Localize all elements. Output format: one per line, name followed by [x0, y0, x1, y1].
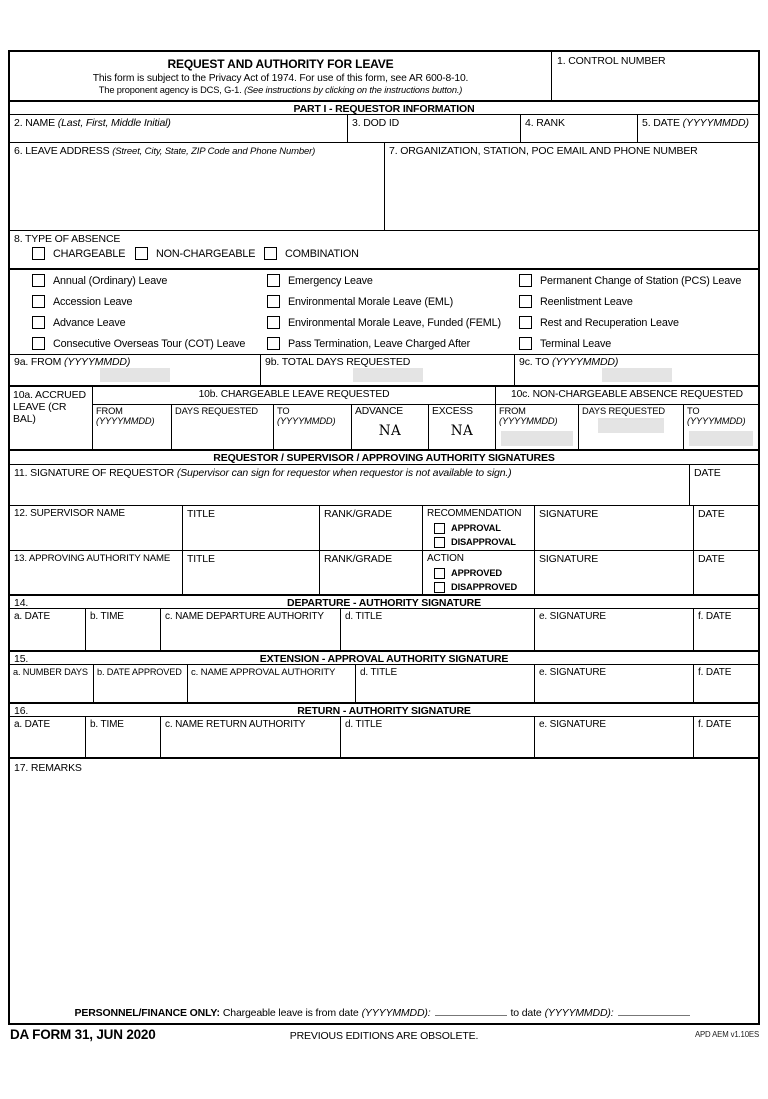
- extension-signature-label: e. SIGNATURE: [539, 667, 606, 678]
- extension-title: EXTENSION - APPROVAL AUTHORITY SIGNATURE: [259, 653, 509, 665]
- leave-type-pass-termination[interactable]: [267, 333, 519, 354]
- field-10c-to[interactable]: [689, 431, 753, 446]
- non-chargeable-subrow: [496, 404, 758, 449]
- supervisor-date-label: DATE: [698, 508, 725, 520]
- non-chargeable-from-cell: [496, 405, 578, 449]
- return-row: [10, 716, 758, 757]
- from-hint: (YYYYMMDD): [499, 416, 558, 427]
- checkbox-advance-leave[interactable]: [32, 316, 45, 329]
- from-label-main: 9a. FROM: [14, 356, 64, 368]
- leave-type-label: Pass Termination, Leave Charged After: [288, 337, 471, 350]
- excess-cell: [428, 405, 495, 449]
- return-date-cell[interactable]: [10, 717, 85, 757]
- leave-type-annual[interactable]: [32, 270, 267, 291]
- chargeable-to-label: [277, 406, 348, 427]
- leave-type-emergency[interactable]: [267, 270, 519, 291]
- checkbox-disapproval[interactable]: [434, 537, 445, 548]
- extension-header: [10, 650, 758, 664]
- chargeable-leave-header: 10b. CHARGEABLE LEAVE REQUESTED: [198, 389, 390, 400]
- departure-header: [10, 594, 758, 608]
- combination-label: COMBINATION: [285, 247, 359, 260]
- approving-authority-name-label: 13. APPROVING AUTHORITY NAME: [14, 553, 171, 564]
- finance-from-text: Chargeable leave is from date: [222, 1007, 359, 1019]
- extension-authority-name-cell[interactable]: [187, 665, 355, 702]
- checkbox-rest-recuperation-leave[interactable]: [519, 316, 532, 329]
- departure-number: 14.: [14, 597, 29, 609]
- da-form-31: [8, 50, 760, 1025]
- leave-type-label: Consecutive Overseas Tour (COT) Leave: [53, 337, 246, 350]
- leave-address-label-hint: (Street, City, State, ZIP Code and Phone Number): [112, 146, 316, 157]
- approval-label: APPROVAL: [451, 523, 501, 533]
- supervisor-title-label: TITLE: [187, 508, 215, 520]
- leave-type-rest-recuperation[interactable]: [519, 312, 758, 333]
- checkbox-terminal-leave[interactable]: [519, 337, 532, 350]
- supervisor-signature-label: SIGNATURE: [539, 508, 599, 520]
- chargeable-days-label: DAYS REQUESTED: [175, 406, 258, 416]
- non-chargeable-option[interactable]: [135, 247, 255, 260]
- leave-type-feml[interactable]: [267, 312, 519, 333]
- supervisor-rank-cell[interactable]: [319, 506, 422, 550]
- leave-type-label: Rest and Recuperation Leave: [540, 316, 679, 329]
- return-authority-name-cell[interactable]: [160, 717, 340, 757]
- recommendation-cell: [422, 506, 534, 550]
- form-header: [10, 52, 758, 100]
- from-date-cell: [10, 355, 260, 385]
- departure-authority-name-label: c. NAME DEPARTURE AUTHORITY: [165, 611, 324, 622]
- date-label: [642, 117, 754, 129]
- chargeable-from-cell[interactable]: [93, 405, 171, 449]
- extension-title-label: d. TITLE: [360, 667, 397, 678]
- to-date-cell: [514, 355, 758, 385]
- organization-label: 7. ORGANIZATION, STATION, POC EMAIL AND PHONE NUMBER: [389, 145, 698, 157]
- supervisor-title-cell[interactable]: [182, 506, 319, 550]
- from-text: FROM: [96, 406, 123, 416]
- non-chargeable-to-label: [687, 406, 755, 427]
- disapproved-option[interactable]: [434, 582, 530, 593]
- non-chargeable-days-cell: [578, 405, 683, 449]
- requestor-signature-date-label: DATE: [694, 467, 721, 479]
- departure-title-cell[interactable]: [340, 609, 534, 650]
- approving-authority-name-cell[interactable]: [10, 551, 182, 594]
- chargeable-option[interactable]: [32, 247, 125, 260]
- return-title-cell[interactable]: [340, 717, 534, 757]
- advance-label: ADVANCE: [355, 406, 403, 417]
- chargeable-from-label: [96, 406, 168, 427]
- to-text: TO: [687, 406, 700, 416]
- finance-to-text: to date: [510, 1007, 542, 1019]
- organization-field[interactable]: [384, 143, 758, 230]
- action-cell: [422, 551, 534, 594]
- departure-time-label: b. TIME: [90, 611, 124, 622]
- field-10c-from[interactable]: [501, 431, 573, 446]
- departure-time-cell[interactable]: [85, 609, 160, 650]
- approving-authority-title-cell[interactable]: [182, 551, 319, 594]
- requestor-signature-cell[interactable]: [10, 465, 689, 505]
- non-chargeable-days-label: DAYS REQUESTED: [582, 406, 665, 416]
- finance-to-hint: (YYYYMMDD):: [544, 1007, 614, 1019]
- requestor-signature-label-hint: (Supervisor can sign for requestor when requestor is not available to sign.): [176, 467, 512, 479]
- requestor-signature-date-cell[interactable]: [689, 465, 758, 505]
- field-9b-total-days[interactable]: [353, 368, 423, 382]
- chargeable-leave-subrow: [93, 404, 495, 449]
- departure-authority-name-cell[interactable]: [160, 609, 340, 650]
- leave-type-advance[interactable]: [32, 312, 267, 333]
- type-of-absence-label: 8. TYPE OF ABSENCE: [14, 233, 121, 245]
- disapproved-label: DISAPPROVED: [451, 582, 518, 592]
- name-label-hint: (Last, First, Middle Initial): [57, 117, 171, 129]
- approving-authority-row: [10, 550, 758, 594]
- checkbox-feml-leave[interactable]: [267, 316, 280, 329]
- approving-authority-title-label: TITLE: [187, 553, 215, 565]
- return-time-cell[interactable]: [85, 717, 160, 757]
- excess-label: EXCESS: [432, 406, 473, 417]
- disapproval-label: DISAPPROVAL: [451, 537, 516, 547]
- action-label: ACTION: [427, 553, 464, 564]
- advance-cell: [351, 405, 428, 449]
- chargeable-leave-group: [92, 387, 495, 449]
- return-header: [10, 702, 758, 716]
- leave-type-column-2: [267, 270, 519, 354]
- supervisor-name-label: 12. SUPERVISOR NAME: [14, 508, 125, 519]
- non-chargeable-from-label: [499, 406, 575, 427]
- rank-field[interactable]: [520, 115, 637, 142]
- leave-type-reenlistment[interactable]: [519, 291, 758, 312]
- finance-from-date-blank[interactable]: [435, 1005, 507, 1016]
- from-label-hint: (YYYYMMDD): [64, 356, 131, 368]
- extension-date-approved-label: b. DATE APPROVED: [97, 667, 182, 677]
- advance-value: NA: [378, 422, 402, 439]
- leave-type-cot[interactable]: [32, 333, 267, 354]
- return-signature-label: e. SIGNATURE: [539, 719, 606, 730]
- version-note: APD AEM v1.10ES: [694, 1030, 759, 1039]
- non-chargeable-group: [495, 387, 758, 449]
- leave-balance-row: [10, 385, 758, 449]
- finance-to-date-blank[interactable]: [618, 1005, 690, 1016]
- to-label-hint: (YYYYMMDD): [552, 356, 619, 368]
- checkbox-approved[interactable]: [434, 568, 445, 579]
- type-of-absence-section: [10, 230, 758, 268]
- leave-type-terminal[interactable]: [519, 333, 758, 354]
- extension-authority-name-label: c. NAME APPROVAL AUTHORITY: [191, 667, 336, 678]
- accrued-leave-label: 10a. ACCRUED LEAVE (CR BAL): [13, 389, 86, 426]
- supervisor-rank-label: RANK/GRADE: [324, 508, 392, 520]
- departure-signature-cell[interactable]: [534, 609, 693, 650]
- leave-type-label: Reenlistment Leave: [540, 295, 633, 308]
- leave-type-accession[interactable]: [32, 291, 267, 312]
- from-hint: (YYYYMMDD): [96, 416, 155, 427]
- extension-signature-cell[interactable]: [534, 665, 693, 702]
- departure-title: DEPARTURE - AUTHORITY SIGNATURE: [287, 597, 481, 609]
- extension-title-cell[interactable]: [355, 665, 534, 702]
- form-id: DA FORM 31, JUN 2020: [10, 1027, 156, 1042]
- checkbox-reenlistment-leave[interactable]: [519, 295, 532, 308]
- proponent-note-italic: (See instructions by clicking on the instructions button.): [244, 85, 463, 95]
- checkbox-approval[interactable]: [434, 523, 445, 534]
- signatures-bar: [10, 449, 758, 464]
- approving-authority-rank-cell[interactable]: [319, 551, 422, 594]
- leave-address-label-main: 6. LEAVE ADDRESS: [14, 145, 113, 157]
- approving-authority-signature-label: SIGNATURE: [539, 553, 599, 565]
- checkbox-pcs-leave[interactable]: [519, 274, 532, 287]
- checkbox-pass-termination[interactable]: [267, 337, 280, 350]
- date-label-main: 5. DATE: [642, 117, 683, 129]
- extension-sign-date-cell[interactable]: [693, 665, 758, 702]
- leave-type-label: Emergency Leave: [288, 274, 373, 287]
- leave-type-eml[interactable]: [267, 291, 519, 312]
- non-chargeable-header: 10c. NON-CHARGEABLE ABSENCE REQUESTED: [511, 389, 743, 400]
- chargeable-to-cell[interactable]: [273, 405, 351, 449]
- accrued-leave-cell[interactable]: [10, 387, 92, 449]
- leave-type-label: Environmental Morale Leave (EML): [288, 295, 454, 308]
- title-block: [10, 52, 551, 100]
- departure-row: [10, 608, 758, 650]
- approval-option[interactable]: [434, 523, 530, 534]
- extension-days-label: a. NUMBER DAYS: [13, 667, 88, 677]
- supervisor-row: [10, 505, 758, 550]
- return-sign-date-cell[interactable]: [693, 717, 758, 757]
- address-org-row: [10, 142, 758, 230]
- control-number-cell[interactable]: [551, 52, 758, 100]
- dod-id-field[interactable]: [347, 115, 520, 142]
- supervisor-signature-cell[interactable]: [534, 506, 693, 550]
- checkbox-emergency-leave[interactable]: [267, 274, 280, 287]
- departure-date-label: a. DATE: [14, 611, 50, 622]
- non-chargeable-to-cell: [683, 405, 758, 449]
- leave-type-label: Accession Leave: [53, 295, 133, 308]
- remarks-section[interactable]: [10, 757, 758, 1023]
- to-date-label: [519, 356, 754, 368]
- extension-row: [10, 664, 758, 702]
- approved-label: APPROVED: [451, 568, 502, 578]
- approving-authority-signature-cell[interactable]: [534, 551, 693, 594]
- name-label: [14, 117, 343, 129]
- supervisor-date-cell[interactable]: [693, 506, 758, 550]
- supervisor-name-cell[interactable]: [10, 506, 182, 550]
- finance-from-hint: (YYYYMMDD):: [361, 1007, 431, 1019]
- from-text: FROM: [499, 406, 526, 416]
- departure-signature-label: e. SIGNATURE: [539, 611, 606, 622]
- recommendation-label: RECOMMENDATION: [427, 508, 522, 519]
- requestor-signature-row: [10, 464, 758, 505]
- checkbox-combination[interactable]: [264, 247, 277, 260]
- date-label-hint: (YYYYMMDD): [682, 117, 749, 129]
- remarks-label: 17. REMARKS: [14, 762, 82, 774]
- approved-option[interactable]: [434, 568, 530, 579]
- departure-sign-date-label: f. DATE: [698, 611, 732, 622]
- part1-bar: [10, 100, 758, 114]
- name-field[interactable]: [10, 115, 347, 142]
- checkbox-accession-leave[interactable]: [32, 295, 45, 308]
- obsolete-note: PREVIOUS EDITIONS ARE OBSOLETE.: [289, 1030, 479, 1042]
- chargeable-label: CHARGEABLE: [53, 247, 126, 260]
- departure-date-cell[interactable]: [10, 609, 85, 650]
- combination-option[interactable]: [264, 247, 359, 260]
- leave-type-grid: [10, 268, 758, 354]
- from-date-label: [14, 356, 256, 368]
- personnel-finance-line: [10, 1005, 758, 1019]
- return-title: RETURN - AUTHORITY SIGNATURE: [297, 705, 471, 717]
- total-days-cell: [260, 355, 514, 385]
- leave-type-label: Advance Leave: [53, 316, 126, 329]
- to-text: TO: [277, 406, 290, 416]
- dod-id-label: 3. DOD ID: [352, 117, 400, 129]
- leave-type-label: Annual (Ordinary) Leave: [53, 274, 168, 287]
- leave-type-column-1: [32, 270, 267, 354]
- part1-bar-title: PART I - REQUESTOR INFORMATION: [293, 103, 475, 115]
- personnel-finance-label: PERSONNEL/FINANCE ONLY:: [74, 1007, 220, 1019]
- disapproval-option[interactable]: [434, 537, 530, 548]
- leave-type-pcs[interactable]: [519, 270, 758, 291]
- excess-value: NA: [450, 422, 474, 439]
- leave-address-field[interactable]: [10, 143, 384, 230]
- approving-authority-date-cell[interactable]: [693, 551, 758, 594]
- leave-address-label: [14, 145, 380, 158]
- leave-type-label: Permanent Change of Station (PCS) Leave: [540, 274, 742, 287]
- name-label-main: 2. NAME: [14, 117, 58, 129]
- approving-authority-rank-label: RANK/GRADE: [324, 553, 392, 565]
- return-number: 16.: [14, 705, 29, 717]
- checkbox-disapproved[interactable]: [434, 582, 445, 593]
- control-number-label: 1. CONTROL NUMBER: [557, 55, 666, 67]
- leave-type-label: Environmental Morale Leave, Funded (FEML): [288, 316, 501, 329]
- total-days-label: 9b. TOTAL DAYS REQUESTED: [265, 356, 411, 368]
- rank-label: 4. RANK: [525, 117, 565, 129]
- proponent-note: [10, 85, 551, 95]
- leave-type-label: Terminal Leave: [540, 337, 612, 350]
- departure-title-label: d. TITLE: [345, 611, 382, 622]
- checkbox-eml-leave[interactable]: [267, 295, 280, 308]
- return-signature-cell[interactable]: [534, 717, 693, 757]
- chargeable-days-cell[interactable]: [171, 405, 273, 449]
- field-9a-from[interactable]: [100, 368, 170, 382]
- checkbox-non-chargeable[interactable]: [135, 247, 148, 260]
- signatures-bar-title: REQUESTOR / SUPERVISOR / APPROVING AUTHORITY SIGNATURES: [213, 452, 555, 464]
- extension-days-cell[interactable]: [10, 665, 93, 702]
- checkbox-chargeable[interactable]: [32, 247, 45, 260]
- approving-authority-date-label: DATE: [698, 553, 725, 565]
- return-title-label: d. TITLE: [345, 719, 382, 730]
- dates-row: [10, 354, 758, 385]
- departure-sign-date-cell[interactable]: [693, 609, 758, 650]
- return-time-label: b. TIME: [90, 719, 124, 730]
- checkbox-cot-leave[interactable]: [32, 337, 45, 350]
- field-10c-days[interactable]: [598, 418, 664, 433]
- to-hint: (YYYYMMDD): [277, 416, 336, 427]
- requestor-signature-label: [14, 467, 685, 479]
- date-field[interactable]: [637, 115, 758, 142]
- non-chargeable-label: NON-CHARGEABLE: [156, 247, 256, 260]
- field-9c-to[interactable]: [602, 368, 672, 382]
- extension-date-approved-cell[interactable]: [93, 665, 187, 702]
- extension-sign-date-label: f. DATE: [698, 667, 732, 678]
- requestor-signature-label-main: 11. SIGNATURE OF REQUESTOR: [14, 467, 177, 479]
- return-authority-name-label: c. NAME RETURN AUTHORITY: [165, 719, 306, 730]
- return-sign-date-label: f. DATE: [698, 719, 732, 730]
- form-title: REQUEST AND AUTHORITY FOR LEAVE: [167, 57, 394, 71]
- proponent-note-plain: The proponent agency is DCS, G-1.: [98, 85, 245, 95]
- privacy-act-note: This form is subject to the Privacy Act of 1974. For use of this form, see AR 600-8-10.: [92, 73, 469, 84]
- to-label-main: 9c. TO: [519, 356, 552, 368]
- return-date-label: a. DATE: [14, 719, 50, 730]
- checkbox-annual-leave[interactable]: [32, 274, 45, 287]
- leave-type-column-3: [519, 270, 758, 354]
- requestor-identity-row: [10, 114, 758, 142]
- to-hint: (YYYYMMDD): [687, 416, 746, 427]
- extension-number: 15.: [14, 653, 29, 665]
